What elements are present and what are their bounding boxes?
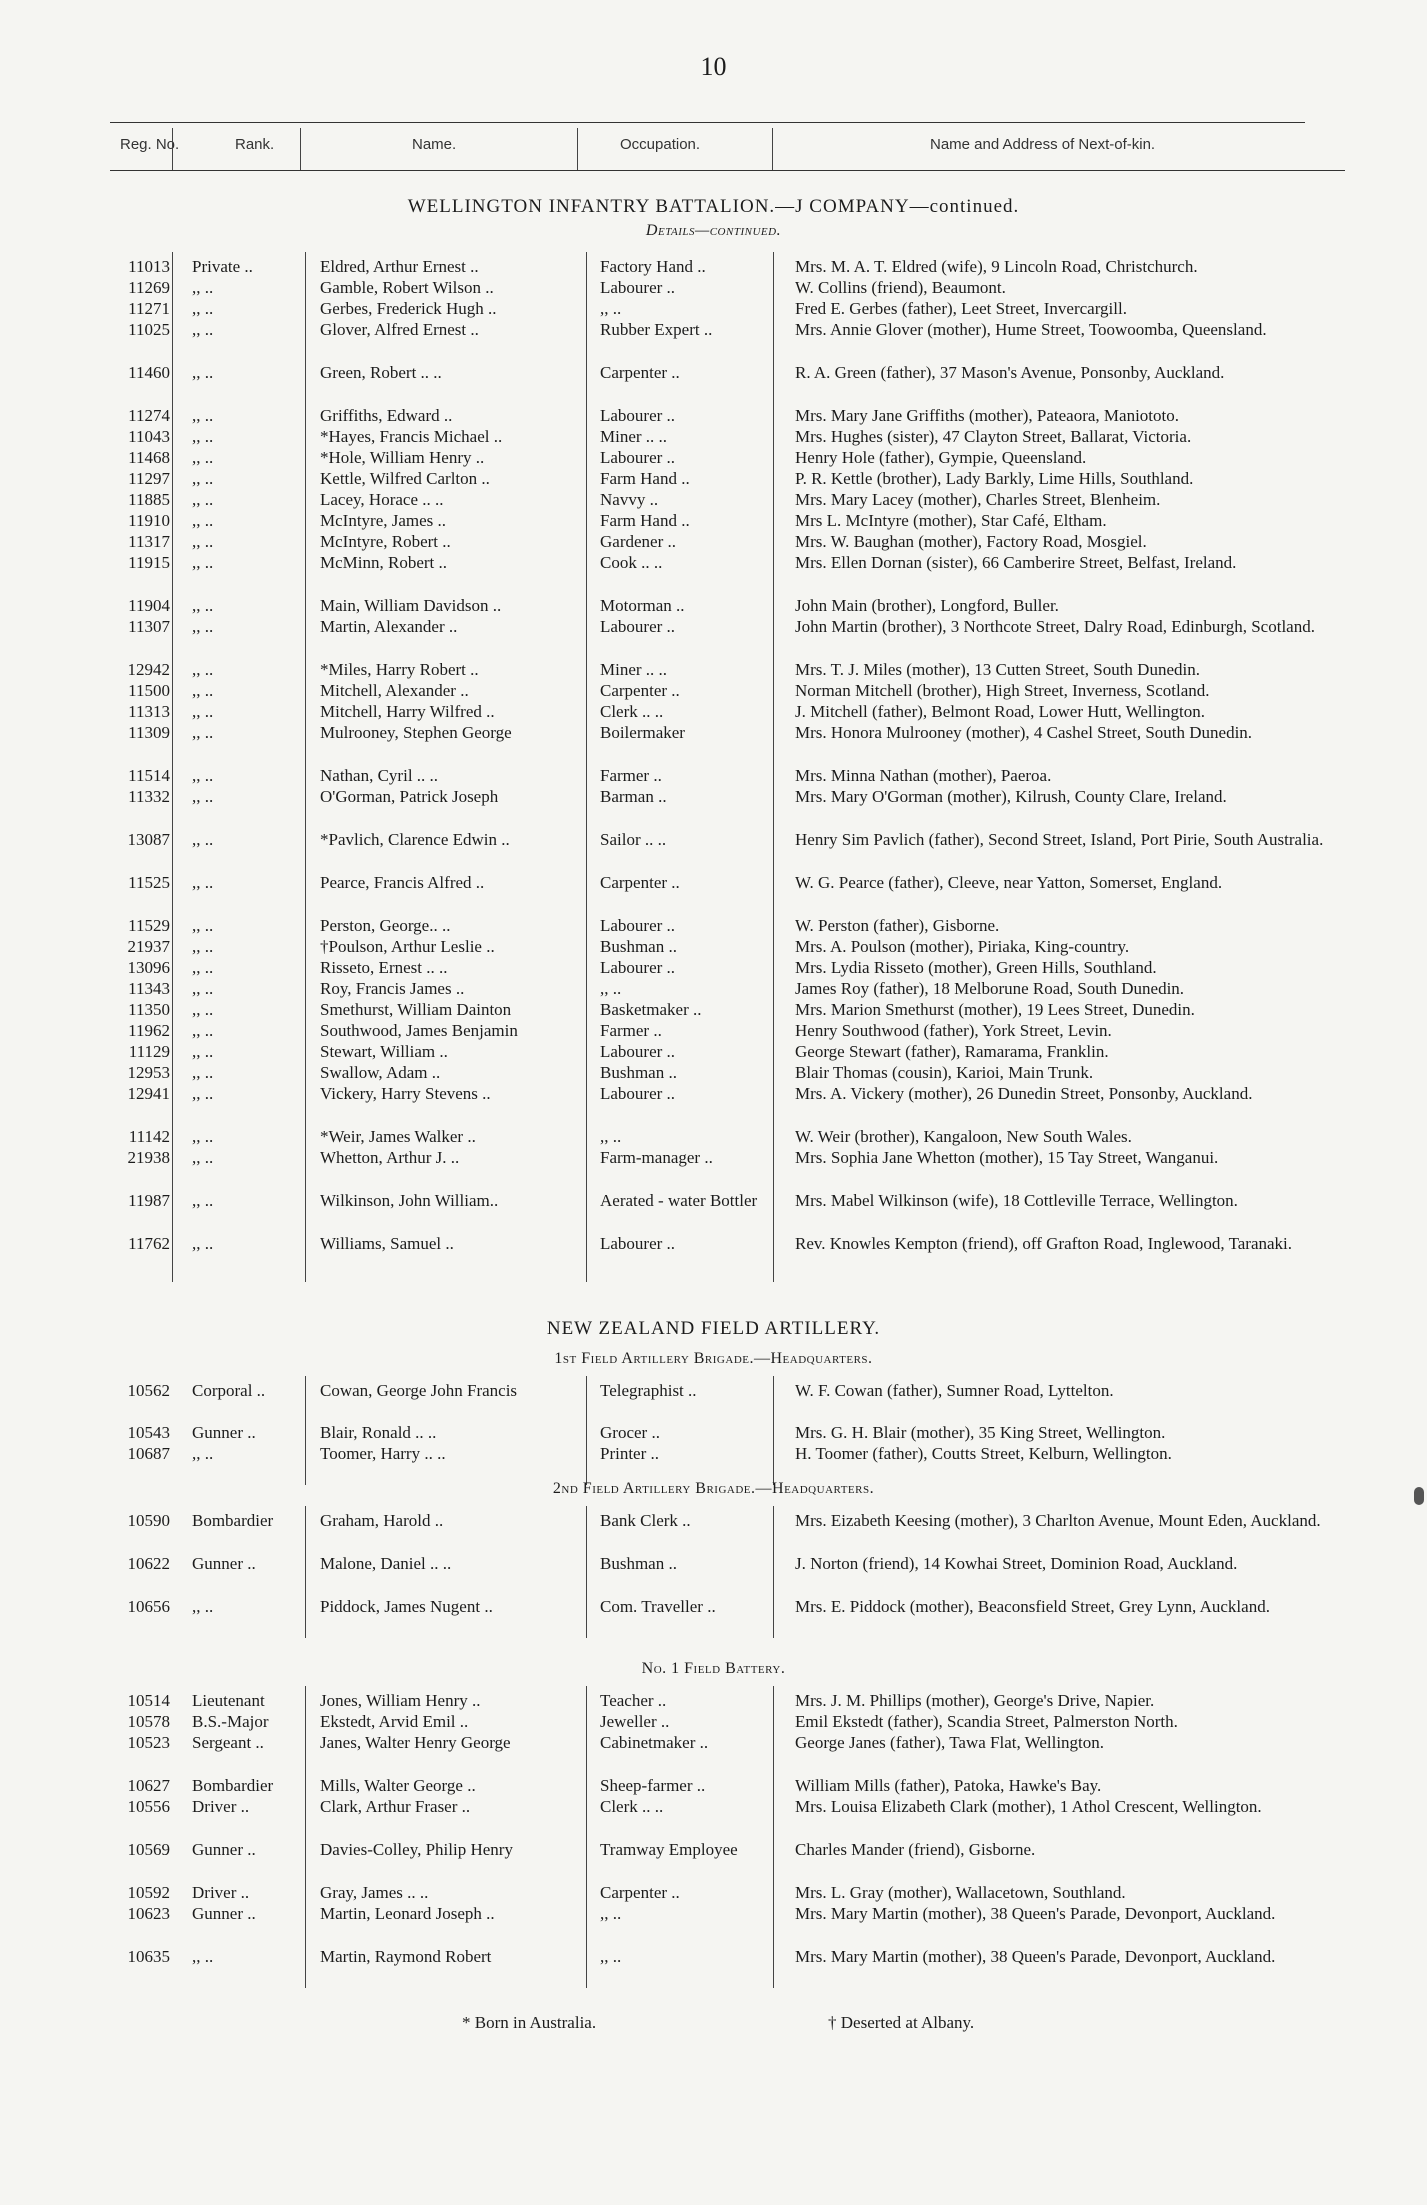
next-of-kin-cell: Mrs. Eizabeth Keesing (mother), 3 Charlton Avenue, Mount Eden, Auckland. bbox=[795, 1511, 1321, 1530]
name-cell: Lacey, Horace .. .. bbox=[320, 490, 444, 509]
name-cell: *Weir, James Walker .. bbox=[320, 1127, 476, 1146]
rank-cell: ,, .. bbox=[192, 553, 214, 572]
rank-cell: ,, .. bbox=[192, 617, 214, 636]
next-of-kin-cell: Mrs. L. Gray (mother), Wallacetown, Southland. bbox=[795, 1883, 1126, 1902]
reg-no-cell: 12941 bbox=[127, 1084, 170, 1103]
reg-no-cell: 10592 bbox=[127, 1883, 170, 1902]
section-subtitle-artillery-group: 2nd Field Artillery Brigade.—Headquarters. bbox=[552, 1480, 875, 1497]
occupation-cell: Clerk .. .. bbox=[600, 702, 664, 721]
next-of-kin-cell: William Mills (father), Patoka, Hawke's Bay. bbox=[795, 1776, 1102, 1795]
reg-no-cell: 11297 bbox=[128, 469, 170, 488]
next-of-kin-cell: Mrs. Sophia Jane Whetton (mother), 15 Tay Street, Wanganui. bbox=[795, 1148, 1219, 1167]
name-cell: Mulrooney, Stephen George bbox=[320, 723, 512, 742]
column-divider bbox=[305, 1376, 306, 1485]
rank-cell: ,, .. bbox=[192, 448, 214, 467]
rank-cell: ,, .. bbox=[192, 406, 214, 425]
reg-no-cell: 11043 bbox=[128, 427, 170, 446]
reg-no-cell: 11514 bbox=[128, 766, 170, 785]
next-of-kin-cell: Mrs. T. J. Miles (mother), 13 Cutten Street, South Dunedin. bbox=[795, 660, 1200, 679]
next-of-kin-cell: Mrs. W. Baughan (mother), Factory Road, Mosgiel. bbox=[795, 532, 1147, 551]
reg-no-cell: 10635 bbox=[127, 1947, 170, 1966]
next-of-kin-cell: W. F. Cowan (father), Sumner Road, Lyttelton. bbox=[795, 1381, 1114, 1400]
section-subtitle-wellington: Details—continued. bbox=[645, 222, 782, 239]
next-of-kin-cell: Norman Mitchell (brother), High Street, Inverness, Scotland. bbox=[795, 681, 1210, 700]
occupation-cell: Gardener .. bbox=[600, 532, 676, 551]
name-cell: Janes, Walter Henry George bbox=[320, 1733, 511, 1752]
name-cell: Glover, Alfred Ernest .. bbox=[320, 320, 479, 339]
rank-cell: ,, .. bbox=[192, 766, 214, 785]
reg-no-cell: 10562 bbox=[127, 1381, 170, 1400]
page-number: 10 bbox=[700, 52, 727, 81]
next-of-kin-cell: Mrs. Marion Smethurst (mother), 19 Lees Street, Dunedin. bbox=[795, 1000, 1195, 1019]
rank-cell: ,, .. bbox=[192, 1234, 214, 1253]
name-cell: *Hole, William Henry .. bbox=[320, 448, 485, 467]
rank-cell: ,, .. bbox=[192, 1947, 214, 1966]
next-of-kin-cell: Mrs. Minna Nathan (mother), Paeroa. bbox=[795, 766, 1052, 785]
name-cell: Nathan, Cyril .. .. bbox=[320, 766, 439, 785]
rank-cell: B.S.-Major bbox=[192, 1712, 269, 1731]
column-header-name: Name. bbox=[412, 136, 457, 153]
occupation-cell: Bushman .. bbox=[600, 1063, 677, 1082]
next-of-kin-cell: J. Mitchell (father), Belmont Road, Lower Hutt, Wellington. bbox=[795, 702, 1206, 721]
next-of-kin-cell: Mrs. Honora Mulrooney (mother), 4 Cashel Street, South Dunedin. bbox=[795, 723, 1253, 742]
next-of-kin-cell: Mrs. Mary Martin (mother), 38 Queen's Parade, Devonport, Auckland. bbox=[795, 1904, 1276, 1923]
occupation-cell: ,, .. bbox=[600, 1947, 622, 1966]
next-of-kin-cell: Mrs. A. Poulson (mother), Piriaka, King-country. bbox=[795, 937, 1130, 956]
rank-cell: ,, .. bbox=[192, 787, 214, 806]
occupation-cell: ,, .. bbox=[600, 979, 622, 998]
rank-cell: ,, .. bbox=[192, 979, 214, 998]
rank-cell: ,, .. bbox=[192, 1444, 214, 1463]
next-of-kin-cell: Mrs. J. M. Phillips (mother), George's Drive, Napier. bbox=[795, 1691, 1155, 1710]
reg-no-cell: 11307 bbox=[128, 617, 170, 636]
rank-cell: ,, .. bbox=[192, 1191, 214, 1210]
header-divider bbox=[577, 128, 578, 170]
name-cell: Vickery, Harry Stevens .. bbox=[320, 1084, 491, 1103]
next-of-kin-cell: Mrs. Annie Glover (mother), Hume Street, Toowoomba, Queensland. bbox=[795, 320, 1267, 339]
next-of-kin-cell: W. Weir (brother), Kangaloon, New South Wales. bbox=[795, 1127, 1132, 1146]
reg-no-cell: 11025 bbox=[128, 320, 170, 339]
rank-cell: ,, .. bbox=[192, 1127, 214, 1146]
rank-cell: Corporal .. bbox=[192, 1381, 266, 1400]
occupation-cell: Farm Hand .. bbox=[600, 469, 690, 488]
rank-cell: ,, .. bbox=[192, 702, 214, 721]
occupation-cell: Tramway Employee bbox=[600, 1840, 738, 1859]
column-header-rank: Rank. bbox=[235, 136, 275, 153]
occupation-cell: Bank Clerk .. bbox=[600, 1511, 691, 1530]
column-header-occupation: Occupation. bbox=[620, 136, 701, 153]
rank-cell: ,, .. bbox=[192, 681, 214, 700]
reg-no-cell: 11762 bbox=[128, 1234, 170, 1253]
scan-edge-mark bbox=[1414, 1487, 1424, 1505]
column-divider bbox=[773, 1686, 774, 1988]
name-cell: Roy, Francis James .. bbox=[320, 979, 465, 998]
occupation-cell: Carpenter .. bbox=[600, 681, 680, 700]
next-of-kin-cell: J. Norton (friend), 14 Kowhai Street, Dominion Road, Auckland. bbox=[795, 1554, 1238, 1573]
name-cell: Griffiths, Edward .. bbox=[320, 406, 453, 425]
rank-cell: ,, .. bbox=[192, 1084, 214, 1103]
rank-cell: ,, .. bbox=[192, 278, 214, 297]
reg-no-cell: 10622 bbox=[127, 1554, 170, 1573]
occupation-cell: ,, .. bbox=[600, 1127, 622, 1146]
next-of-kin-cell: Mrs. Mary O'Gorman (mother), Kilrush, County Clare, Ireland. bbox=[795, 787, 1227, 806]
name-cell: Martin, Alexander .. bbox=[320, 617, 458, 636]
name-cell: Malone, Daniel .. .. bbox=[320, 1554, 452, 1573]
next-of-kin-cell: Mrs. M. A. T. Eldred (wife), 9 Lincoln Road, Christchurch. bbox=[795, 257, 1198, 276]
rank-cell: ,, .. bbox=[192, 427, 214, 446]
name-cell: Smethurst, William Dainton bbox=[320, 1000, 512, 1019]
next-of-kin-cell: Mrs L. McIntyre (mother), Star Café, Eltham. bbox=[795, 511, 1107, 530]
next-of-kin-cell: Rev. Knowles Kempton (friend), off Grafton Road, Inglewood, Taranaki. bbox=[795, 1234, 1293, 1253]
name-cell: Mitchell, Alexander .. bbox=[320, 681, 469, 700]
name-cell: Martin, Leonard Joseph .. bbox=[320, 1904, 495, 1923]
next-of-kin-cell: Henry Sim Pavlich (father), Second Street, Island, Port Pirie, South Australia. bbox=[795, 830, 1324, 849]
section-title-wellington: WELLINGTON INFANTRY BATTALION.—J COMPANY—continued. bbox=[407, 196, 1020, 217]
name-cell: Cowan, George John Francis bbox=[320, 1381, 518, 1400]
next-of-kin-cell: Henry Southwood (father), York Street, Levin. bbox=[795, 1021, 1112, 1040]
column-divider bbox=[773, 252, 774, 1282]
reg-no-cell: 11500 bbox=[128, 681, 170, 700]
column-divider bbox=[172, 252, 173, 1282]
occupation-cell: Rubber Expert .. bbox=[600, 320, 713, 339]
occupation-cell: Cook .. .. bbox=[600, 553, 663, 572]
next-of-kin-cell: Mrs. Mabel Wilkinson (wife), 18 Cottleville Terrace, Wellington. bbox=[795, 1191, 1238, 1210]
next-of-kin-cell: John Main (brother), Longford, Buller. bbox=[795, 596, 1059, 615]
column-divider bbox=[305, 252, 306, 1282]
reg-no-cell: 11013 bbox=[128, 257, 170, 276]
name-cell: Gray, James .. .. bbox=[320, 1883, 429, 1902]
column-header-next-of-kin: Name and Address of Next-of-kin. bbox=[930, 136, 1156, 153]
column-divider bbox=[586, 1686, 587, 1988]
next-of-kin-cell: Henry Hole (father), Gympie, Queensland. bbox=[795, 448, 1087, 467]
reg-no-cell: 12953 bbox=[127, 1063, 170, 1082]
rank-cell: ,, .. bbox=[192, 1148, 214, 1167]
reg-no-cell: 11525 bbox=[128, 873, 170, 892]
rank-cell: ,, .. bbox=[192, 1000, 214, 1019]
occupation-cell: Cabinetmaker .. bbox=[600, 1733, 709, 1752]
occupation-cell: Telegraphist .. bbox=[600, 1381, 697, 1400]
name-cell: Ekstedt, Arvid Emil .. bbox=[320, 1712, 469, 1731]
name-cell: Mitchell, Harry Wilfred .. bbox=[320, 702, 495, 721]
reg-no-cell: 21937 bbox=[127, 937, 170, 956]
name-cell: Perston, George.. .. bbox=[320, 916, 451, 935]
rank-cell: ,, .. bbox=[192, 916, 214, 935]
footnote-born-in-australia: * Born in Australia. bbox=[462, 2013, 597, 2032]
occupation-cell: Carpenter .. bbox=[600, 363, 680, 382]
next-of-kin-cell: P. R. Kettle (brother), Lady Barkly, Lime Hills, Southland. bbox=[795, 469, 1194, 488]
next-of-kin-cell: Mrs. Ellen Dornan (sister), 66 Camberire Street, Belfast, Ireland. bbox=[795, 553, 1237, 572]
reg-no-cell: 11885 bbox=[128, 490, 170, 509]
next-of-kin-cell: W. Perston (father), Gisborne. bbox=[795, 916, 1000, 935]
occupation-cell: Sailor .. .. bbox=[600, 830, 667, 849]
reg-no-cell: 11962 bbox=[128, 1021, 170, 1040]
occupation-cell: Aerated - water Bottler bbox=[600, 1191, 758, 1210]
name-cell: Graham, Harold .. bbox=[320, 1511, 444, 1530]
reg-no-cell: 10569 bbox=[127, 1840, 170, 1859]
rank-cell: ,, .. bbox=[192, 1021, 214, 1040]
occupation-cell: ,, .. bbox=[600, 299, 622, 318]
next-of-kin-cell: R. A. Green (father), 37 Mason's Avenue, Ponsonby, Auckland. bbox=[795, 363, 1225, 382]
name-cell: Whetton, Arthur J. .. bbox=[320, 1148, 460, 1167]
reg-no-cell: 11271 bbox=[128, 299, 170, 318]
name-cell: *Hayes, Francis Michael .. bbox=[320, 427, 503, 446]
name-cell: Martin, Raymond Robert bbox=[320, 1947, 492, 1966]
next-of-kin-cell: W. G. Pearce (father), Cleeve, near Yatton, Somerset, England. bbox=[795, 873, 1223, 892]
next-of-kin-cell: Mrs. Mary Martin (mother), 38 Queen's Parade, Devonport, Auckland. bbox=[795, 1947, 1276, 1966]
rank-cell: ,, .. bbox=[192, 363, 214, 382]
rank-cell: Private .. bbox=[192, 257, 253, 276]
rank-cell: Bombardier bbox=[192, 1511, 274, 1530]
name-cell: Mills, Walter George .. bbox=[320, 1776, 476, 1795]
occupation-cell: Com. Traveller .. bbox=[600, 1597, 716, 1616]
rank-cell: ,, .. bbox=[192, 299, 214, 318]
reg-no-cell: 10556 bbox=[127, 1797, 170, 1816]
next-of-kin-cell: Mrs. Hughes (sister), 47 Clayton Street, Ballarat, Victoria. bbox=[795, 427, 1192, 446]
reg-no-cell: 13087 bbox=[127, 830, 170, 849]
name-cell: Blair, Ronald .. .. bbox=[320, 1423, 437, 1442]
name-cell: *Pavlich, Clarence Edwin .. bbox=[320, 830, 510, 849]
next-of-kin-cell: W. Collins (friend), Beaumont. bbox=[795, 278, 1006, 297]
occupation-cell: Labourer .. bbox=[600, 406, 676, 425]
next-of-kin-cell: Mrs. Mary Lacey (mother), Charles Street, Blenheim. bbox=[795, 490, 1161, 509]
reg-no-cell: 11343 bbox=[128, 979, 170, 998]
next-of-kin-cell: George Janes (father), Tawa Flat, Wellington. bbox=[795, 1733, 1105, 1752]
occupation-cell: Basketmaker .. bbox=[600, 1000, 702, 1019]
reg-no-cell: 10687 bbox=[127, 1444, 170, 1463]
name-cell: Risseto, Ernest .. .. bbox=[320, 958, 448, 977]
rank-cell: ,, .. bbox=[192, 958, 214, 977]
occupation-cell: Sheep-farmer .. bbox=[600, 1776, 706, 1795]
occupation-cell: Navvy .. bbox=[600, 490, 659, 509]
reg-no-cell: 11529 bbox=[128, 916, 170, 935]
next-of-kin-cell: Blair Thomas (cousin), Karioi, Main Trunk. bbox=[795, 1063, 1094, 1082]
occupation-cell: Labourer .. bbox=[600, 278, 676, 297]
occupation-cell: Clerk .. .. bbox=[600, 1797, 664, 1816]
reg-no-cell: 11129 bbox=[128, 1042, 170, 1061]
rank-cell: ,, .. bbox=[192, 532, 214, 551]
occupation-cell: Jeweller .. bbox=[600, 1712, 670, 1731]
reg-no-cell: 11904 bbox=[128, 596, 170, 615]
reg-no-cell: 10590 bbox=[127, 1511, 170, 1530]
name-cell: McMinn, Robert .. bbox=[320, 553, 448, 572]
reg-no-cell: 10627 bbox=[127, 1776, 170, 1795]
occupation-cell: Farm Hand .. bbox=[600, 511, 690, 530]
reg-no-cell: 11910 bbox=[128, 511, 170, 530]
name-cell: Southwood, James Benjamin bbox=[320, 1021, 518, 1040]
header-rule-bottom bbox=[110, 170, 1345, 171]
rank-cell: Gunner .. bbox=[192, 1840, 256, 1859]
rank-cell: Driver .. bbox=[192, 1883, 250, 1902]
column-divider bbox=[773, 1376, 774, 1485]
occupation-cell: Barman .. bbox=[600, 787, 667, 806]
occupation-cell: Motorman .. bbox=[600, 596, 685, 615]
name-cell: Pearce, Francis Alfred .. bbox=[320, 873, 485, 892]
name-cell: *Miles, Harry Robert .. bbox=[320, 660, 479, 679]
rank-cell: ,, .. bbox=[192, 830, 214, 849]
reg-no-cell: 11332 bbox=[128, 787, 170, 806]
reg-no-cell: 10578 bbox=[127, 1712, 170, 1731]
occupation-cell: Labourer .. bbox=[600, 1042, 676, 1061]
occupation-cell: Farmer .. bbox=[600, 766, 662, 785]
reg-no-cell: 11468 bbox=[128, 448, 170, 467]
occupation-cell: Labourer .. bbox=[600, 1084, 676, 1103]
name-cell: Green, Robert .. .. bbox=[320, 363, 442, 382]
name-cell: Davies-Colley, Philip Henry bbox=[320, 1840, 513, 1859]
next-of-kin-cell: James Roy (father), 18 Melborune Road, South Dunedin. bbox=[795, 979, 1185, 998]
reg-no-cell: 11142 bbox=[128, 1127, 170, 1146]
section-subtitle-artillery-group: No. 1 Field Battery. bbox=[641, 1660, 786, 1677]
occupation-cell: Labourer .. bbox=[600, 916, 676, 935]
occupation-cell: Factory Hand .. bbox=[600, 257, 706, 276]
reg-no-cell: 10623 bbox=[127, 1904, 170, 1923]
occupation-cell: Labourer .. bbox=[600, 958, 676, 977]
reg-no-cell: 10523 bbox=[127, 1733, 170, 1752]
reg-no-cell: 21938 bbox=[127, 1148, 170, 1167]
header-divider bbox=[772, 128, 773, 170]
column-divider bbox=[773, 1506, 774, 1638]
rank-cell: ,, .. bbox=[192, 320, 214, 339]
rank-cell: ,, .. bbox=[192, 660, 214, 679]
occupation-cell: Farm-manager .. bbox=[600, 1148, 713, 1167]
name-cell: Williams, Samuel .. bbox=[320, 1234, 454, 1253]
next-of-kin-cell: Mrs. A. Vickery (mother), 26 Dunedin Street, Ponsonby, Auckland. bbox=[795, 1084, 1253, 1103]
rank-cell: Bombardier bbox=[192, 1776, 274, 1795]
rank-cell: Gunner .. bbox=[192, 1904, 256, 1923]
header-divider bbox=[172, 128, 173, 170]
name-cell: Eldred, Arthur Ernest .. bbox=[320, 257, 479, 276]
rank-cell: ,, .. bbox=[192, 469, 214, 488]
reg-no-cell: 10656 bbox=[127, 1597, 170, 1616]
occupation-cell: Printer .. bbox=[600, 1444, 660, 1463]
next-of-kin-cell: Mrs. Mary Jane Griffiths (mother), Pateaora, Maniototo. bbox=[795, 406, 1179, 425]
occupation-cell: Bushman .. bbox=[600, 937, 677, 956]
column-divider bbox=[305, 1506, 306, 1638]
name-cell: McIntyre, Robert .. bbox=[320, 532, 451, 551]
reg-no-cell: 10514 bbox=[127, 1691, 170, 1710]
name-cell: O'Gorman, Patrick Joseph bbox=[320, 787, 499, 806]
reg-no-cell: 11460 bbox=[128, 363, 170, 382]
next-of-kin-cell: Mrs. G. H. Blair (mother), 35 King Street, Wellington. bbox=[795, 1423, 1166, 1442]
rank-cell: Gunner .. bbox=[192, 1554, 256, 1573]
next-of-kin-cell: Mrs. Lydia Risseto (mother), Green Hills, Southland. bbox=[795, 958, 1157, 977]
rank-cell: ,, .. bbox=[192, 873, 214, 892]
occupation-cell: Boilermaker bbox=[600, 723, 685, 742]
next-of-kin-cell: Mrs. Louisa Elizabeth Clark (mother), 1 Athol Crescent, Wellington. bbox=[795, 1797, 1262, 1816]
rank-cell: Lieutenant bbox=[192, 1691, 265, 1710]
name-cell: Gerbes, Frederick Hugh .. bbox=[320, 299, 497, 318]
column-header-reg-no: Reg. No. bbox=[120, 136, 180, 153]
header-rule-top bbox=[110, 122, 1305, 123]
occupation-cell: Carpenter .. bbox=[600, 873, 680, 892]
section-title-nzfa: NEW ZEALAND FIELD ARTILLERY. bbox=[546, 1318, 881, 1339]
occupation-cell: Labourer .. bbox=[600, 448, 676, 467]
rank-cell: ,, .. bbox=[192, 723, 214, 742]
name-cell: Jones, William Henry .. bbox=[320, 1691, 481, 1710]
name-cell: Clark, Arthur Fraser .. bbox=[320, 1797, 471, 1816]
next-of-kin-cell: John Martin (brother), 3 Northcote Street, Dalry Road, Edinburgh, Scotland. bbox=[795, 617, 1315, 636]
occupation-cell: Carpenter .. bbox=[600, 1883, 680, 1902]
name-cell: Piddock, James Nugent .. bbox=[320, 1597, 493, 1616]
rank-cell: ,, .. bbox=[192, 596, 214, 615]
occupation-cell: ,, .. bbox=[600, 1904, 622, 1923]
next-of-kin-cell: Charles Mander (friend), Gisborne. bbox=[795, 1840, 1036, 1859]
header-divider bbox=[300, 128, 301, 170]
column-divider bbox=[586, 252, 587, 1282]
next-of-kin-cell: Mrs. E. Piddock (mother), Beaconsfield Street, Grey Lynn, Auckland. bbox=[795, 1597, 1270, 1616]
next-of-kin-cell: Emil Ekstedt (father), Scandia Street, Palmerston North. bbox=[795, 1712, 1178, 1731]
occupation-cell: Labourer .. bbox=[600, 1234, 676, 1253]
section-subtitle-artillery-group: 1st Field Artillery Brigade.—Headquarters. bbox=[554, 1350, 873, 1367]
reg-no-cell: 11987 bbox=[128, 1191, 170, 1210]
rank-cell: Driver .. bbox=[192, 1797, 250, 1816]
name-cell: †Poulson, Arthur Leslie .. bbox=[320, 937, 495, 956]
rank-cell: ,, .. bbox=[192, 937, 214, 956]
occupation-cell: Miner .. .. bbox=[600, 427, 668, 446]
next-of-kin-cell: George Stewart (father), Ramarama, Franklin. bbox=[795, 1042, 1109, 1061]
reg-no-cell: 13096 bbox=[127, 958, 170, 977]
occupation-cell: Farmer .. bbox=[600, 1021, 662, 1040]
name-cell: McIntyre, James .. bbox=[320, 511, 447, 530]
reg-no-cell: 11269 bbox=[128, 278, 170, 297]
occupation-cell: Bushman .. bbox=[600, 1554, 677, 1573]
name-cell: Swallow, Adam .. bbox=[320, 1063, 441, 1082]
rank-cell: ,, .. bbox=[192, 1597, 214, 1616]
reg-no-cell: 10543 bbox=[127, 1423, 170, 1442]
rank-cell: ,, .. bbox=[192, 511, 214, 530]
column-divider bbox=[586, 1376, 587, 1485]
name-cell: Gamble, Robert Wilson .. bbox=[320, 278, 494, 297]
occupation-cell: Labourer .. bbox=[600, 617, 676, 636]
reg-no-cell: 11915 bbox=[128, 553, 170, 572]
occupation-cell: Grocer .. bbox=[600, 1423, 660, 1442]
rank-cell: ,, .. bbox=[192, 1042, 214, 1061]
name-cell: Kettle, Wilfred Carlton .. bbox=[320, 469, 490, 488]
reg-no-cell: 11350 bbox=[128, 1000, 170, 1019]
rank-cell: ,, .. bbox=[192, 1063, 214, 1082]
rank-cell: Sergeant .. bbox=[192, 1733, 264, 1752]
rank-cell: ,, .. bbox=[192, 490, 214, 509]
name-cell: Toomer, Harry .. .. bbox=[320, 1444, 446, 1463]
next-of-kin-cell: H. Toomer (father), Coutts Street, Kelburn, Wellington. bbox=[795, 1444, 1172, 1463]
next-of-kin-cell: Fred E. Gerbes (father), Leet Street, Invercargill. bbox=[795, 299, 1127, 318]
reg-no-cell: 11274 bbox=[128, 406, 170, 425]
reg-no-cell: 11317 bbox=[128, 532, 170, 551]
column-divider bbox=[305, 1686, 306, 1988]
rank-cell: Gunner .. bbox=[192, 1423, 256, 1442]
column-divider bbox=[586, 1506, 587, 1638]
footnote-deserted: † Deserted at Albany. bbox=[828, 2013, 975, 2032]
name-cell: Stewart, William .. bbox=[320, 1042, 448, 1061]
reg-no-cell: 12942 bbox=[127, 660, 170, 679]
occupation-cell: Miner .. .. bbox=[600, 660, 668, 679]
occupation-cell: Teacher .. bbox=[600, 1691, 667, 1710]
name-cell: Main, William Davidson .. bbox=[320, 596, 502, 615]
reg-no-cell: 11309 bbox=[128, 723, 170, 742]
reg-no-cell: 11313 bbox=[128, 702, 170, 721]
name-cell: Wilkinson, John William.. bbox=[320, 1191, 499, 1210]
